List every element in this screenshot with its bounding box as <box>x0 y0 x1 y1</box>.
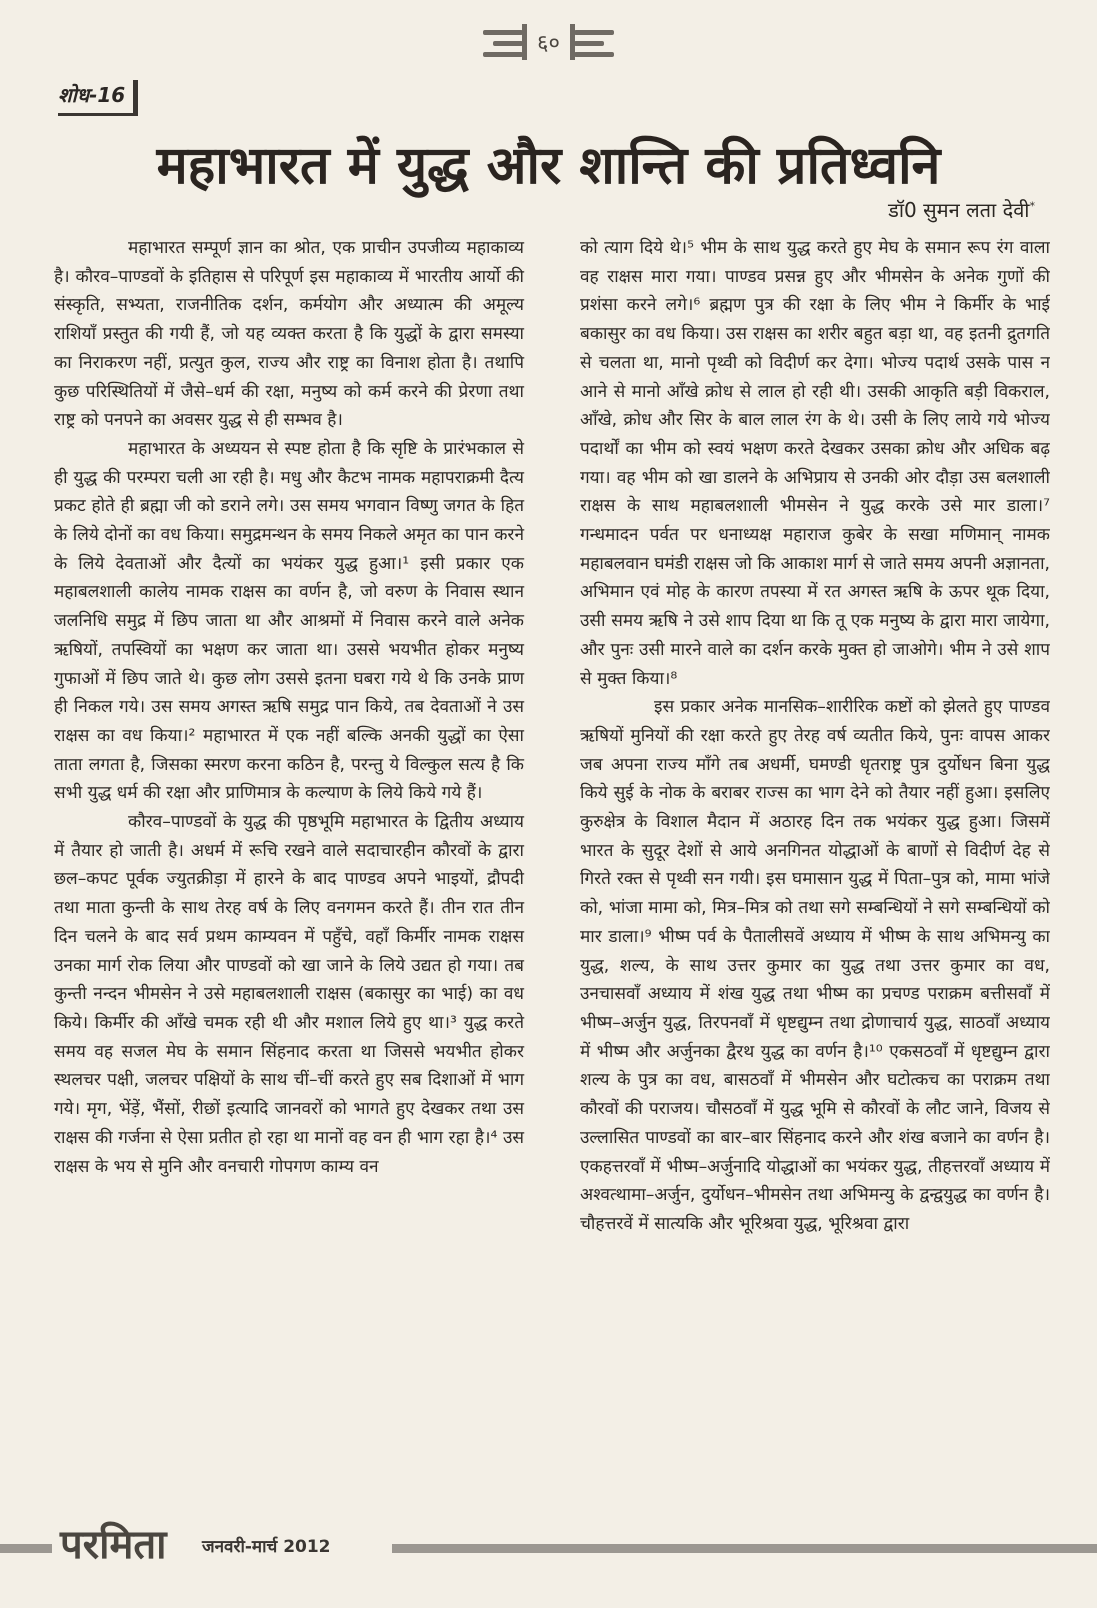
section-tag: शोध-16 <box>58 80 138 116</box>
author-name: डॉ0 सुमन लता देवी <box>888 198 1030 222</box>
article-title: महाभारत में युद्ध और शान्ति की प्रतिध्वनि <box>156 136 941 196</box>
right-column <box>580 234 1050 1496</box>
page-number-ornament <box>0 22 1097 62</box>
issue-date: जनवरी-मार्च 2012 <box>202 1537 331 1557</box>
footer-rule-right <box>392 1544 1097 1553</box>
article-body <box>54 234 1050 1496</box>
footer-rule-left <box>0 1544 52 1553</box>
paragraph: को त्याग दिये थे।⁵ भीम के साथ युद्ध करते हुए मेघ के समान रूप रंग वाला वह राक्षस मारा गया। पाण्डव प्रसन्न हुए और भीमसेन के अनेक गुणों की प्रशंसा करने लगे।⁶ ब्रह्मण पुत्र की रक्षा के लिए भीम ने किर्मीर के भाई बकासुर का वध किया। उस राक्षस का शरीर बहुत बड़ा था, वह इतनी द्रुतगति से चलता था, मानो पृथ्वी को विदीर्ण कर देगा। भोज्य पदार्थ उसके पास न आने से मानो आँखे क्रोध से लाल हो रही थी। उसकी आकृति बड़ी विकराल, आँखे, क्रोध और सिर के बाल लाल रंग के थे। उसी के लिए लाये गये भोज्य पदार्थों का भीम को स्वयं भक्षण करते देखकर उसका क्रोध और अधिक बढ़ गया। वह भीम को खा डालने के अभिप्राय से उनकी ओर दौड़ा उस बलशाली राक्षस के साथ महाबलशाली भीमसेन ने युद्ध करके उसे मार डाला।⁷ गन्धमादन पर्वत पर धनाध्यक्ष महाराज कुबेर के सखा मणिमान् नामक महाबलवान घमंडी राक्षस जो कि आकाश मार्ग से जाते समय अपनी अज्ञानता, अभिमान एवं मोह के कारण तपस्या में रत अगस्त ऋषि के ऊपर थूक दिया, उसी समय ऋषि ने उसे शाप दिया था कि तू एक मनुष्य के द्वारा मारा जायेगा, और पुनः उसी मारने वाले का दर्शन करके मुक्त हो जाओगे। भीम ने उसे शाप से मुक्त किया।⁸ <box>580 238 1050 689</box>
left-column <box>54 234 524 1496</box>
page-number: ६० <box>537 31 560 56</box>
right-ornament-icon <box>570 22 618 62</box>
paragraph: इस प्रकार अनेक मानसिक–शारीरिक कष्टों को झेलते हुए पाण्डव ऋषियों मुनियों की रक्षा करते हुए तेरह वर्ष व्यतीत किये, पुनः वापस आकर जब अपना राज्य माँगे तब अधर्मी, घमण्डी धृतराष्ट्र पुत्र दुर्योधन बिना युद्ध किये सुई के नोक के बराबर राज्स का भाग देने को तैयार नहीं हुआ। इसलिए कुरुक्षेत्र के विशाल मैदान में अठारह दिन तक भयंकर युद्ध हुआ। जिसमें भारत के सुदूर देशों से आये अनगिनत योद्धाओं के बाणों से विदीर्ण देह से गिरते रक्त से पृथ्वी सन गयी। इस घमासान युद्ध में पिता–पुत्र को, मामा भांजे को, भांजा मामा को, मित्र–मित्र को तथा सगे सम्बन्धियों ने सगे सम्बन्धियों को मार डाला।⁹ भीष्म पर्व के पैतालीसवें अध्याय में भीष्म के साथ अभिमन्यु का युद्ध, शल्य, के साथ उत्तर कुमार का युद्ध तथा उत्तर कुमार का वध, उनचासवाँ अध्याय में शंख युद्ध तथा भीष्म का प्रचण्ड पराक्रम बत्तीसवाँ में भीष्म–अर्जुन युद्ध, तिरपनवाँ में धृष्टद्युम्न तथा द्रोणाचार्य युद्ध, साठवाँ अध्याय में भीष्म और अर्जुनका द्वैरथ युद्ध का वर्णन है।¹⁰ एकसठवाँ में धृष्टद्युम्न द्वारा शल्य के पुत्र का वध, बासठवाँ में भीमसेन और घटोत्कच का पराक्रम तथा कौरवों की पराजय। चौसठवाँ में युद्ध भूमि से कौरवों के लौट जाने, विजय से उल्लासित पाण्डवों का बार–बार सिंहनाद करने और शंख बजाने का वर्णन है। एकहत्तरवाँ में भीष्म–अर्जुनादि योद्धाओं का भयंकर युद्ध, तीहत्तरवाँ अध्याय में अश्वत्थामा–अर्जुन, दुर्योधन–भीमसेन तथा अभिमन्यु के द्वन्द्वयुद्ध का वर्णन है। चौहत्तरवें में सात्यकि और भूरिश्रवा युद्ध, भूरिश्रवा द्वारा <box>580 697 1050 1234</box>
paragraph: कौरव–पाण्डवों के युद्ध की पृष्ठभूमि महाभारत के द्वितीय अध्याय में तैयार हो जाती है। अधर्म में रूचि रखने वाले सदाचारहीन कौरवों के द्वारा छल–कपट पूर्वक ज्युतक्रीड़ा में हारने के बाद पाण्डव अपने भाइयों, द्रौपदी तथा माता कुन्ती के साथ तेरह वर्ष के लिए वनगमन करते हैं। तीन रात तीन दिन चलने के बाद सर्व प्रथम काम्यवन में पहुँचे, वहाँ किर्मीर नामक राक्षस उनका मार्ग रोक लिया और पाण्डवों को खा जाने के लिये उद्यत हो गया। तब कुन्ती नन्दन भीमसेन ने उसे महाबलशाली राक्षस (बकासुर का भाई) का वध किये। किर्मीर की आँखे चमक रही थी और मशाल लिये हुए था।³ युद्ध करते समय वह सजल मेघ के समान सिंहनाद करता था जिससे भयभीत होकर स्थलचर पक्षी, जलचर पक्षियों के साथ चीं–चीं करते हुए सब दिशाओं में भाग गये। मृग, भेंड़ें, भैंसों, रीछों इत्यादि जानवरों को भागते हुए देखकर तथा उस राक्षस की गर्जना से ऐसा प्रतीत हो रहा था मानों वह वन ही भाग रहा है।⁴ उस राक्षस के भय से मुनि और वनचारी गोपगण काम्य वन <box>54 812 524 1177</box>
author-line <box>888 196 1035 223</box>
paragraph: महाभारत के अध्ययन से स्पष्ट होता है कि सृष्टि के प्रारंभकाल से ही युद्ध की परम्परा चली आ रही है। मधु और कैटभ नामक महापराक्रमी दैत्य प्रकट होते ही ब्रह्मा जी को डराने लगे। उस समय भगवान विष्णु जगत के हित के लिये दोनों का वध किया। समुद्रमन्थन के समय निकले अमृत का पान करने के लिये देवताओं और दैत्यों का भयंकर युद्ध हुआ।¹ इसी प्रकार एक महाबलशाली कालेय नामक राक्षस का वर्णन है, जो वरुण के निवास स्थान जलनिधि समुद्र में छिप जाता था और आश्रमों में निवास करने वाले अनेक ऋषियों, तपस्वियों का भक्षण कर जाता था। उससे भयभीत होकर मनुष्य गुफाओं में छिप जाते थे। कुछ लोग उससे इतना घबरा गये थे कि उनके प्राण ही निकल गये। उस समय अगस्त ऋषि समुद्र पान किये, तब देवताओं ने उस राक्षस का वध किया।² महाभारत में एक नहीं बल्कि अनकी युद्धों का ऐसा ताता लगता है, जिसका स्मरण करना कठिन है, परन्तु ये विल्कुल सत्य है कि सभी युद्ध धर्म की रक्षा और प्राणिमात्र के कल्याण के लिये किये गये हैं। <box>54 438 524 804</box>
left-ornament-icon <box>479 22 527 62</box>
paragraph: महाभारत सम्पूर्ण ज्ञान का श्रोत, एक प्राचीन उपजीव्य महाकाव्य है। कौरव–पाण्डवों के इतिहास से परिपूर्ण इस महाकाव्य में भारतीय आर्यो की संस्कृति, सभ्यता, राजनीतिक दर्शन, कर्मयोग और अध्यात्म की अमूल्य राशियाँ प्रस्तुत की गयी हैं, जो यह व्यक्त करता है कि युद्धों के द्वारा समस्या का निराकरण नहीं, प्रत्युत कुल, राज्य और राष्ट्र का विनाश होता है। तथापि कुछ परिस्थितियों में जैसे–धर्म की रक्षा, मनुष्य को कर्म करने की प्रेरणा तथा राष्ट्र को पनपने का अवसर युद्ध से ही सम्भव है। <box>54 238 524 431</box>
page-footer <box>0 1520 1097 1576</box>
author-footnote-mark: * <box>1029 199 1035 213</box>
journal-logo: परमिता <box>60 1522 167 1568</box>
